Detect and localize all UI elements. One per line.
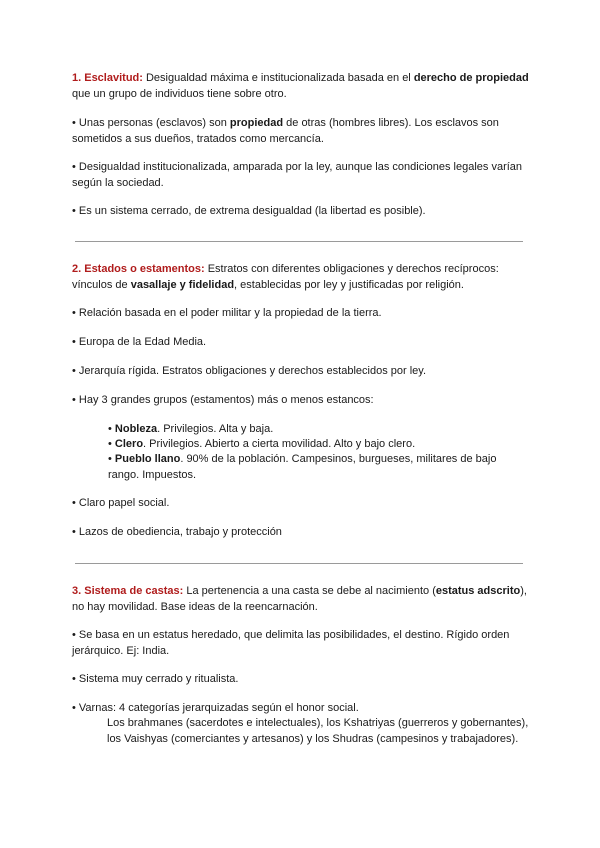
estamentos-bullet-papel: • Claro papel social. <box>72 497 170 509</box>
section-divider <box>75 563 523 564</box>
esclavitud-intro: 1. Esclavitud: Desigualdad máxima e institucionalizada basada en el derecho de propiedad que un grupo de individuos tiene sobre otro. <box>72 72 529 100</box>
estamentos-bullet-lazos: • Lazos de obediencia, trabajo y protección <box>72 526 282 538</box>
group-nobleza: • Nobleza. Privilegios. Alta y baja. <box>108 423 274 435</box>
esclavitud-bullet-cerrado: • Es un sistema cerrado, de extrema desigualdad (la libertad es posible). <box>72 205 426 217</box>
estamentos-bullet-poder: • Relación basada en el poder militar y la propiedad de la tierra. <box>72 307 382 319</box>
group-clero: • Clero. Privilegios. Abierto a cierta movilidad. Alto y bajo clero. <box>108 438 416 450</box>
castas-bullet-varnas: • Varnas: 4 categorías jerarquizadas según el honor social. <box>72 702 359 714</box>
estamentos-intro: 2. Estados o estamentos: Estratos con diferentes obligaciones y derechos recíprocos: vínculos de vasallaje y fidelidad, establecidas por ley y justificadas por religión. <box>72 263 499 291</box>
esclavitud-bullet-propiedad: • Unas personas (esclavos) son propiedad de otras (hombres libres). Los esclavos son sometidos a sus dueños, tratados como mercancía. <box>72 117 499 145</box>
castas-intro: 3. Sistema de castas: La pertenencia a una casta se debe al nacimiento (estatus adscrito), no hay movilidad. Base ideas de la reencarnación. <box>72 585 527 613</box>
section-heading-esclavitud: 1. Esclavitud: <box>72 72 143 84</box>
estamentos-bullet-europa: • Europa de la Edad Media. <box>72 336 207 348</box>
section-heading-estamentos: 2. Estados o estamentos: <box>72 263 205 275</box>
group-pueblo-llano: • Pueblo llano. 90% de la población. Campesinos, burgueses, militares de bajo rango. Impuestos. <box>108 453 497 481</box>
esclavitud-bullet-institucionalizada: • Desigualdad institucionalizada, amparada por la ley, aunque las condiciones legales varían según la sociedad. <box>72 161 523 189</box>
castas-bullet-cerrado: • Sistema muy cerrado y ritualista. <box>72 673 239 685</box>
castas-bullet-heredado: • Se basa en un estatus heredado, que delimita las posibilidades, el destino. Rígido orden jerárquico. Ej: India. <box>72 629 510 657</box>
section-divider <box>75 241 523 242</box>
section-heading-castas: 3. Sistema de castas: <box>72 585 184 597</box>
estamentos-bullet-jerarquia: • Jerarquía rígida. Estratos obligaciones y derechos establecidos por ley. <box>72 365 427 377</box>
estamentos-bullet-grupos: • Hay 3 grandes grupos (estamentos) más o menos estancos: <box>72 394 374 406</box>
castas-varnas-detail: Los brahmanes (sacerdotes e intelectuales), los Kshatriyas (guerreros y gobernantes), los Vaishyas (comerciantes y artesanos) y los Shudras (campesinos y trabajadores). <box>107 717 529 745</box>
